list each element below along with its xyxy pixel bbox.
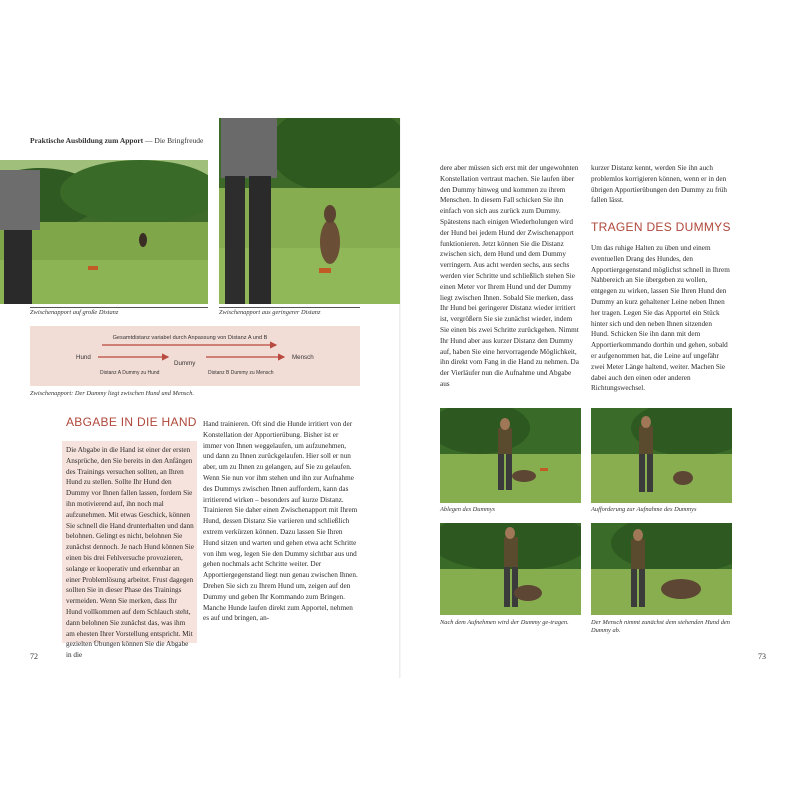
caption-photo-2: Aufforderung zur Aufnahme des Dummys	[591, 506, 697, 513]
running-head-section: Praktische Ausbildung zum Apport	[30, 136, 144, 145]
paragraph-col4-top: kurzer Distanz kennt, werden Sie ihn auch problemlos korrigieren können, wenn er in den übrigen Apportierübungen den Dummy zu früh fallen lässt.	[591, 164, 727, 205]
diagram-mensch-label: Mensch	[292, 354, 314, 361]
caption-photo-far: Zwischenapport auf große Distanz	[30, 309, 119, 316]
caption-photo-4: Der Mensch nimmt zunächst dem stehenden Hund den Dummy ab.	[591, 619, 730, 635]
photo-aufforderung	[591, 408, 732, 503]
caption-diagram: Zwischenapport: Der Dummy liegt zwischen Hund und Mensch.	[30, 390, 195, 397]
caption-photo-3: Nach dem Aufnehmen wird der Dummy ge-tragen.	[440, 619, 569, 626]
photo-tragen	[440, 523, 581, 615]
paragraph-abgabe: Die Abgabe in die Hand ist einer der ersten Ansprüche, den Sie bereits in den Anfängen des Trainings versuchen sollten, an Ihren Hund zu stellen. Sollte Ihr Hund den Dummy vor Ihnen fallen lassen, fordern Sie ihn motivierend auf, ihn noch mal aufzunehmen. Mit etwas Geschick, können Sie schnell die Hand drunterhalten und dann belohnen. Gelingt es nicht, belohnen Sie zunächst dennoch. Je nach Hund können Sie einen bis drei Fehlversuche provozieren, solange er kooperativ und erkennbar an einer Problemlösung arbeitet. Frust dagegen sollten Sie in dieser Phase des Trainings vermeiden. Wenn Sie merken, dass Ihr Hund vollkommen auf dem Schlauch steht, dann belohnen Sie zunächst das, was ihm am ehesten Ihrer Vorstellung entspricht. Mit gezielten Übungen können Sie die Abgabe in die	[66, 446, 194, 660]
heading-tragen: TRAGEN DES DUMMYS	[591, 220, 731, 234]
text-column-4	[591, 163, 731, 206]
caption-rule	[219, 307, 360, 308]
photo-abnehmen	[591, 523, 732, 615]
photo-ablegen	[440, 408, 581, 503]
photo-zwischenapport-near	[219, 118, 400, 304]
diagram-distance-a: Distanz A Dummy zu Hund	[100, 370, 160, 376]
paragraph-col2: Hand trainieren. Oft sind die Hunde irritiert von der Konstellation der Apportierübung. Bisher ist er immer von Ihnen weggelaufen, um aufzunehmen, und dann zu Ihnen zurückgelaufen. Hier soll er nun aber, um zu Ihnen zu gelangen, auf Sie zu gelaufen. Wenn Sie nun vor ihm stehen und ihn zur Aufnahme des Dummys zwischen Ihnen auffordern, kann das irritierend wirken – besonders auf kurze Distanz. Trainieren Sie daher einen Zwischenapport mit Ihrem Hund, dessen Distanz Sie variieren und schließlich extrem verkürzen können. Dazu lassen Sie Ihren Hund sitzen und warten und gehen etwa acht Schritte von ihm weg, legen Sie den Dummy sichtbar aus und gehen nochmals acht Schritte weiter. Der Apportiergegenstand liegt nun genau zwischen Ihnen. Drehen Sie sich zu Ihrem Hund um, zeigen auf den Dummy und geben Ihr Kommando zum Bringen. Manche Hunde laufen direkt zum Apportel, nehmen es auf und bringen, an-	[203, 420, 358, 623]
text-column-2	[203, 419, 358, 624]
diagram-dummy-label: Dummy	[174, 360, 196, 367]
caption-photo-1: Ablegen des Dummys	[440, 506, 496, 513]
paragraph-tragen: Um das ruhige Halten zu üben und einem eventuellen Drang des Hundes, den Apportiergegenstand möglichst schnell in Ihrem Nahbereich an Sie übergeben zu wollen, entgegen zu wirken, lassen Sie Ihren Hund den Dummy an kurz gehaltener Leine neben Ihnen her tragen. Legen Sie das Apportel ein Stück hinter sich und den neben Ihnen sitzenden Hund. Schicken Sie ihn dann mit dem Apportierkommando dorthin und gehen, sobald er aufgenommen hat, die Leine auf ungefähr zwei Meter Länge haltend, weiter. Machen Sie dabei auch den einen oder anderen Richtungswechsel.	[591, 244, 730, 393]
caption-rule	[30, 307, 208, 308]
diagram-top-label: Gesamtdistanz variabel durch Anpassung von Distanz A und B	[112, 335, 268, 341]
running-head-chapter: Die Bringfreude	[154, 136, 204, 145]
photo-zwischenapport-far	[0, 160, 208, 304]
text-column-4-tragen	[591, 243, 731, 394]
text-column-1	[62, 441, 197, 660]
running-head	[30, 136, 203, 145]
running-head-separator: —	[145, 136, 153, 145]
paragraph-col3: dere aber müssen sich erst mit der ungewohnten Konstellation vertraut machen. Sie laufen über den Dummy hinweg und kommen zu ihrem Menschen. In diesem Fall schicken Sie ihn einfach von sich aus zurück zum Dummy. Spätestens nach einigen Wiederholungen wird der Hund bei jedem Hund der Zwischenapport funktionieren. Jetzt können Sie die Distanz zwischen sich, dem Hund und dem Dummy verringern. Aus acht werden sechs, aus sechs werden vier Schritte und schließlich stehen Sie einen Meter vor Ihrem Hund und der Dummy liegt zwischen Ihnen. Sobald Sie merken, dass Ihr Hund bei geringerer Distanz wieder irritiert ist, vergrößern Sie sie zunächst wieder, indem Sie einen bis zwei Schritte zurückgehen. Nimmt Ihr Hund aber aus kurzer Distanz den Dummy auf, haben Sie eine hervorragende Möglichkeit, ihn direkt vom Fang in die Hand zu nehmen. Da der Vierläufer nun die Aufnahme und Abgabe aus	[440, 164, 579, 388]
diagram-distance-b: Distanz B Dummy zu Mensch	[208, 370, 274, 376]
text-column-3	[440, 163, 580, 390]
page-number-left: 72	[30, 652, 38, 661]
page-number-right: 73	[758, 652, 766, 661]
caption-photo-near: Zwischenapport aus geringerer Distanz	[219, 309, 321, 316]
distance-diagram	[30, 326, 360, 386]
heading-abgabe: ABGABE IN DIE HAND	[66, 415, 197, 429]
diagram-hund-label: Hund	[76, 354, 91, 361]
